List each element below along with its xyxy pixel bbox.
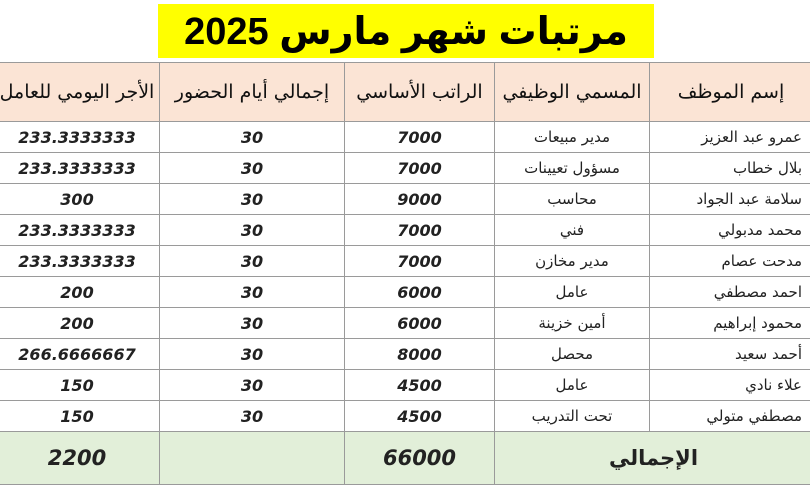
header-row	[0, 63, 810, 122]
basic-salary-cell: 6000	[345, 277, 495, 308]
total-basic-salary: 66000	[345, 432, 495, 485]
basic-salary-cell: 8000	[345, 339, 495, 370]
basic-salary-cell: 7000	[345, 215, 495, 246]
job-title-cell: تحت التدريب	[495, 401, 650, 432]
daily-wage-cell: 233.3333333	[0, 122, 160, 153]
total-attendance-days	[160, 432, 345, 485]
job-title-cell: مسؤول تعيينات	[495, 153, 650, 184]
employee-name-cell: علاء نادي	[650, 370, 810, 401]
attendance-days-cell: 30	[160, 370, 345, 401]
employee-name-cell: سلامة عبد الجواد	[650, 184, 810, 215]
attendance-days-cell: 30	[160, 308, 345, 339]
daily-wage-cell: 233.3333333	[0, 153, 160, 184]
table-row	[0, 122, 810, 153]
table-row	[0, 401, 810, 432]
daily-wage-cell: 233.3333333	[0, 215, 160, 246]
attendance-days-cell: 30	[160, 401, 345, 432]
attendance-days-cell: 30	[160, 339, 345, 370]
employee-name-cell: مدحت عصام	[650, 246, 810, 277]
job-title-cell: مدير مبيعات	[495, 122, 650, 153]
table-row	[0, 308, 810, 339]
job-title-cell: أمين خزينة	[495, 308, 650, 339]
attendance-days-cell: 30	[160, 153, 345, 184]
job-title-cell: محصل	[495, 339, 650, 370]
header-daily-wage: الأجر اليومي للعامل	[0, 63, 160, 122]
basic-salary-cell: 4500	[345, 401, 495, 432]
table-row	[0, 246, 810, 277]
job-title-cell: مدير مخازن	[495, 246, 650, 277]
daily-wage-cell: 200	[0, 277, 160, 308]
attendance-days-cell: 30	[160, 277, 345, 308]
daily-wage-cell: 200	[0, 308, 160, 339]
basic-salary-cell: 4500	[345, 370, 495, 401]
header-employee-name: إسم الموظف	[650, 63, 810, 122]
table-row	[0, 184, 810, 215]
employee-name-cell: احمد مصطفي	[650, 277, 810, 308]
total-row	[0, 432, 810, 485]
basic-salary-cell: 7000	[345, 246, 495, 277]
salary-table	[0, 62, 810, 485]
daily-wage-cell: 300	[0, 184, 160, 215]
employee-name-cell: عمرو عبد العزيز	[650, 122, 810, 153]
employee-name-cell: مصطفي متولي	[650, 401, 810, 432]
employee-name-cell: محمود إبراهيم	[650, 308, 810, 339]
header-basic-salary: الراتب الأساسي	[345, 63, 495, 122]
total-label: الإجمالي	[495, 432, 810, 485]
table-row	[0, 339, 810, 370]
job-title-cell: عامل	[495, 277, 650, 308]
job-title-cell: فني	[495, 215, 650, 246]
basic-salary-cell: 6000	[345, 308, 495, 339]
attendance-days-cell: 30	[160, 215, 345, 246]
basic-salary-cell: 9000	[345, 184, 495, 215]
table-row	[0, 277, 810, 308]
employee-name-cell: أحمد سعيد	[650, 339, 810, 370]
basic-salary-cell: 7000	[345, 153, 495, 184]
total-daily-wage: 2200	[0, 432, 160, 485]
daily-wage-cell: 266.6666667	[0, 339, 160, 370]
table-row	[0, 153, 810, 184]
daily-wage-cell: 150	[0, 401, 160, 432]
job-title-cell: محاسب	[495, 184, 650, 215]
header-job-title: المسمي الوظيفي	[495, 63, 650, 122]
basic-salary-cell: 7000	[345, 122, 495, 153]
page-title: مرتبات شهر مارس 2025	[158, 4, 654, 58]
table-row	[0, 215, 810, 246]
employee-name-cell: بلال خطاب	[650, 153, 810, 184]
attendance-days-cell: 30	[160, 184, 345, 215]
table-row	[0, 370, 810, 401]
job-title-cell: عامل	[495, 370, 650, 401]
daily-wage-cell: 233.3333333	[0, 246, 160, 277]
employee-name-cell: محمد مدبولي	[650, 215, 810, 246]
attendance-days-cell: 30	[160, 122, 345, 153]
attendance-days-cell: 30	[160, 246, 345, 277]
daily-wage-cell: 150	[0, 370, 160, 401]
header-attendance-days: إجمالي أيام الحضور	[160, 63, 345, 122]
